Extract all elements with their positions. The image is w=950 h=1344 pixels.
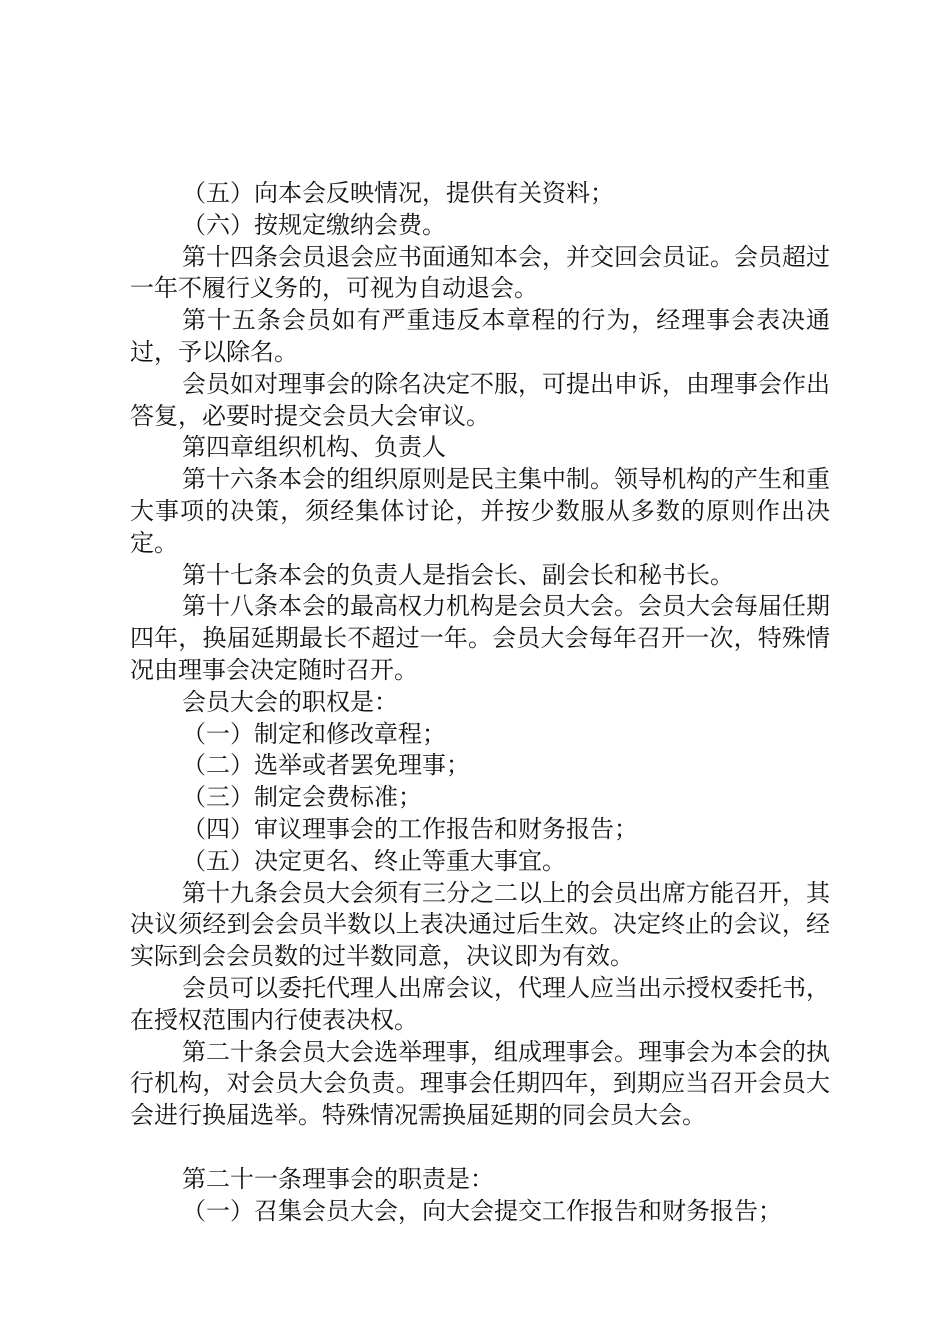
paragraph: 会员大会的职权是： — [182, 687, 398, 716]
chapter-heading: 第四章组织机构、负责人 — [182, 433, 446, 462]
paragraph: 会员如对理事会的除名决定不服，可提出申诉，由理事会作出答复，必要时提交会员大会审议。 — [130, 369, 830, 430]
paragraph: （六）按规定缴纳会费。 — [182, 210, 446, 239]
paragraph: （五）向本会反映情况，提供有关资料； — [182, 179, 614, 207]
document-body — [130, 178, 830, 1227]
paragraph: 第十六条本会的组织原则是民主集中制。领导机构的产生和重大事项的决策，须经集体讨论，并按少数服从多数的原则作出决定。 — [130, 465, 830, 557]
paragraph: 会员可以委托代理人出席会议，代理人应当出示授权委托书，在授权范围内行使表决权。 — [130, 973, 830, 1034]
paragraph: 第十四条会员退会应书面通知本会，并交回会员证。会员超过一年不履行义务的，可视为自动退会。 — [130, 242, 830, 303]
paragraph: 第二十一条理事会的职责是： — [182, 1164, 494, 1193]
paragraph: 第十八条本会的最高权力机构是会员大会。会员大会每届任期四年，换届延期最长不超过一年。会员大会每年召开一次，特殊情况由理事会决定随时召开。 — [130, 592, 830, 684]
list-item: （四）审议理事会的工作报告和财务报告； — [182, 814, 638, 843]
paragraph: 第二十条会员大会选举理事，组成理事会。理事会为本会的执行机构，对会员大会负责。理事会任期四年，到期应当召开会员大会进行换届选举。特殊情况需换届延期的同会员大会。 — [130, 1037, 830, 1130]
list-item: （一）召集会员大会，向大会提交工作报告和财务报告； — [182, 1196, 782, 1225]
paragraph-gap — [130, 1132, 830, 1164]
paragraph: 第十五条会员如有严重违反本章程的行为，经理事会表决通过，予以除名。 — [130, 306, 830, 366]
paragraph: 第十七条本会的负责人是指会长、副会长和秘书长。 — [182, 560, 734, 589]
list-item: （一）制定和修改章程； — [182, 719, 446, 748]
list-item: （二）选举或者罢免理事； — [182, 751, 470, 780]
list-item: （三）制定会费标准； — [182, 783, 422, 812]
list-item: （五）决定更名、终止等重大事宜。 — [182, 846, 566, 875]
paragraph: 第十九条会员大会须有三分之二以上的会员出席方能召开，其决议须经到会会员半数以上表决通过后生效。决定终止的会议，经实际到会会员数的过半数同意，决议即为有效。 — [130, 878, 830, 971]
